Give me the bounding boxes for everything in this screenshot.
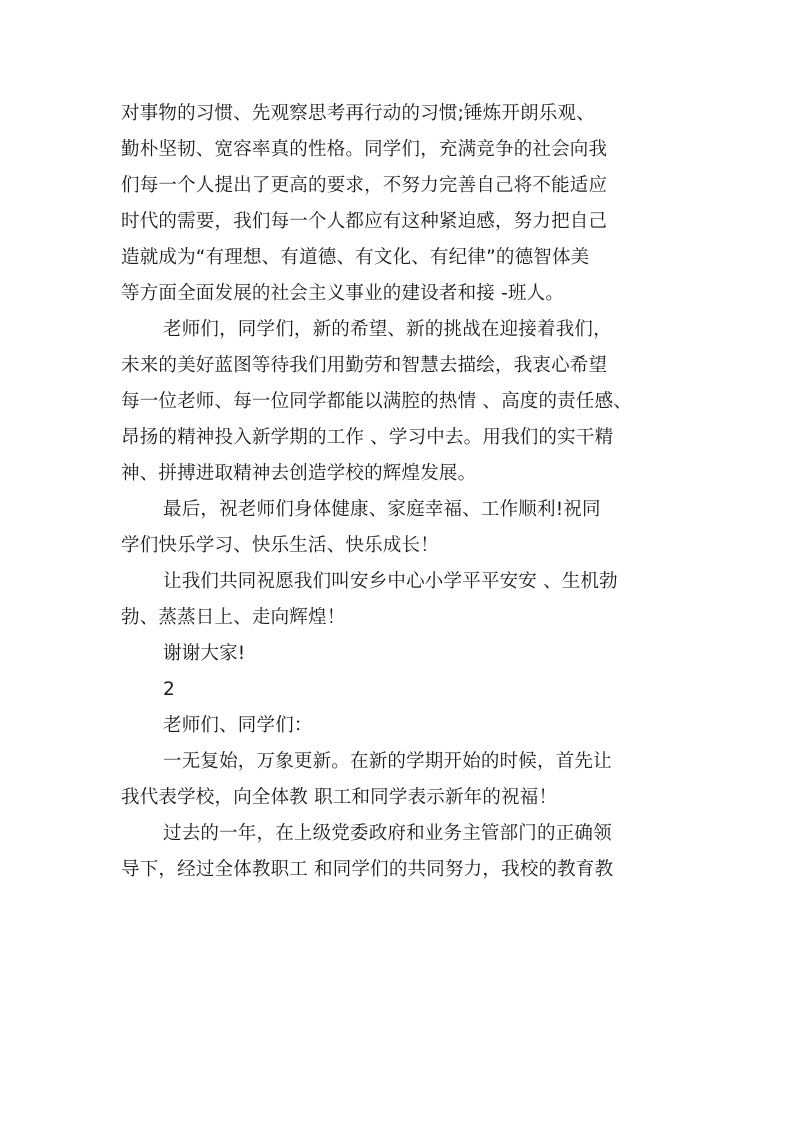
text-line: 神、拼搏进取精神去创造学校的辉煌发展。 [121, 463, 477, 484]
text-line: 让我们共同祝愿我们叫安乡中心小学平平安安 、生机勃 [163, 571, 618, 592]
text-line: 昂扬的精神投入新学期的工作 、学习中去。用我们的实干精 [121, 427, 614, 448]
text-line: 我代表学校，向全体教 职工和同学表示新年的祝福！ [121, 787, 558, 808]
text-line: 时代的需要，我们每一个人都应有这种紧迫感，努力把自己 [121, 211, 608, 232]
text-line: 等方面全面发展的社会主义事业的建设者和接 -班人。 [121, 283, 565, 304]
text-line: 们每一个人提出了更高的要求，不努力完善自己将不能适应 [121, 175, 608, 196]
text-line: 一无复始，万象更新。在新的学期开始的时候，首先让 [163, 751, 612, 772]
text-line: 老师们，同学们，新的希望、新的挑战在迎接着我们， [163, 319, 612, 340]
text-line: 勃、蒸蒸日上、走向辉煌！ [121, 607, 346, 628]
text-line: 造就成为“有理想、有道德、有文化、有纪律”的德智体美 [121, 247, 590, 268]
text-line: 过去的一年，在上级党委政府和业务主管部门的正确领 [163, 823, 612, 844]
text-line: 导下，经过全体教职工 和同学们的共同努力，我校的教育教 [121, 859, 614, 880]
text-line: 最后，祝老师们身体健康、家庭幸福、工作顺利!祝同 [163, 499, 601, 520]
text-line: 老师们、同学们： [163, 715, 313, 736]
text-line: 谢谢大家! [163, 643, 246, 664]
text-line: 2 [163, 679, 175, 700]
document-body [121, 96, 681, 888]
text-line: 每一位老师、每一位同学都能以满腔的热情 、高度的责任感、 [121, 391, 632, 412]
text-line: 学们快乐学习、快乐生活、快乐成长！ [121, 535, 439, 556]
text-line: 未来的美好蓝图等待我们用勤劳和智慧去描绘，我衷心希望 [121, 355, 608, 376]
text-line: 勤朴坚韧、宽容率真的性格。同学们，充满竞争的社会向我 [121, 139, 608, 160]
text-line: 对事物的习惯、先观察思考再行动的习惯;锤炼开朗乐观、 [121, 103, 595, 124]
